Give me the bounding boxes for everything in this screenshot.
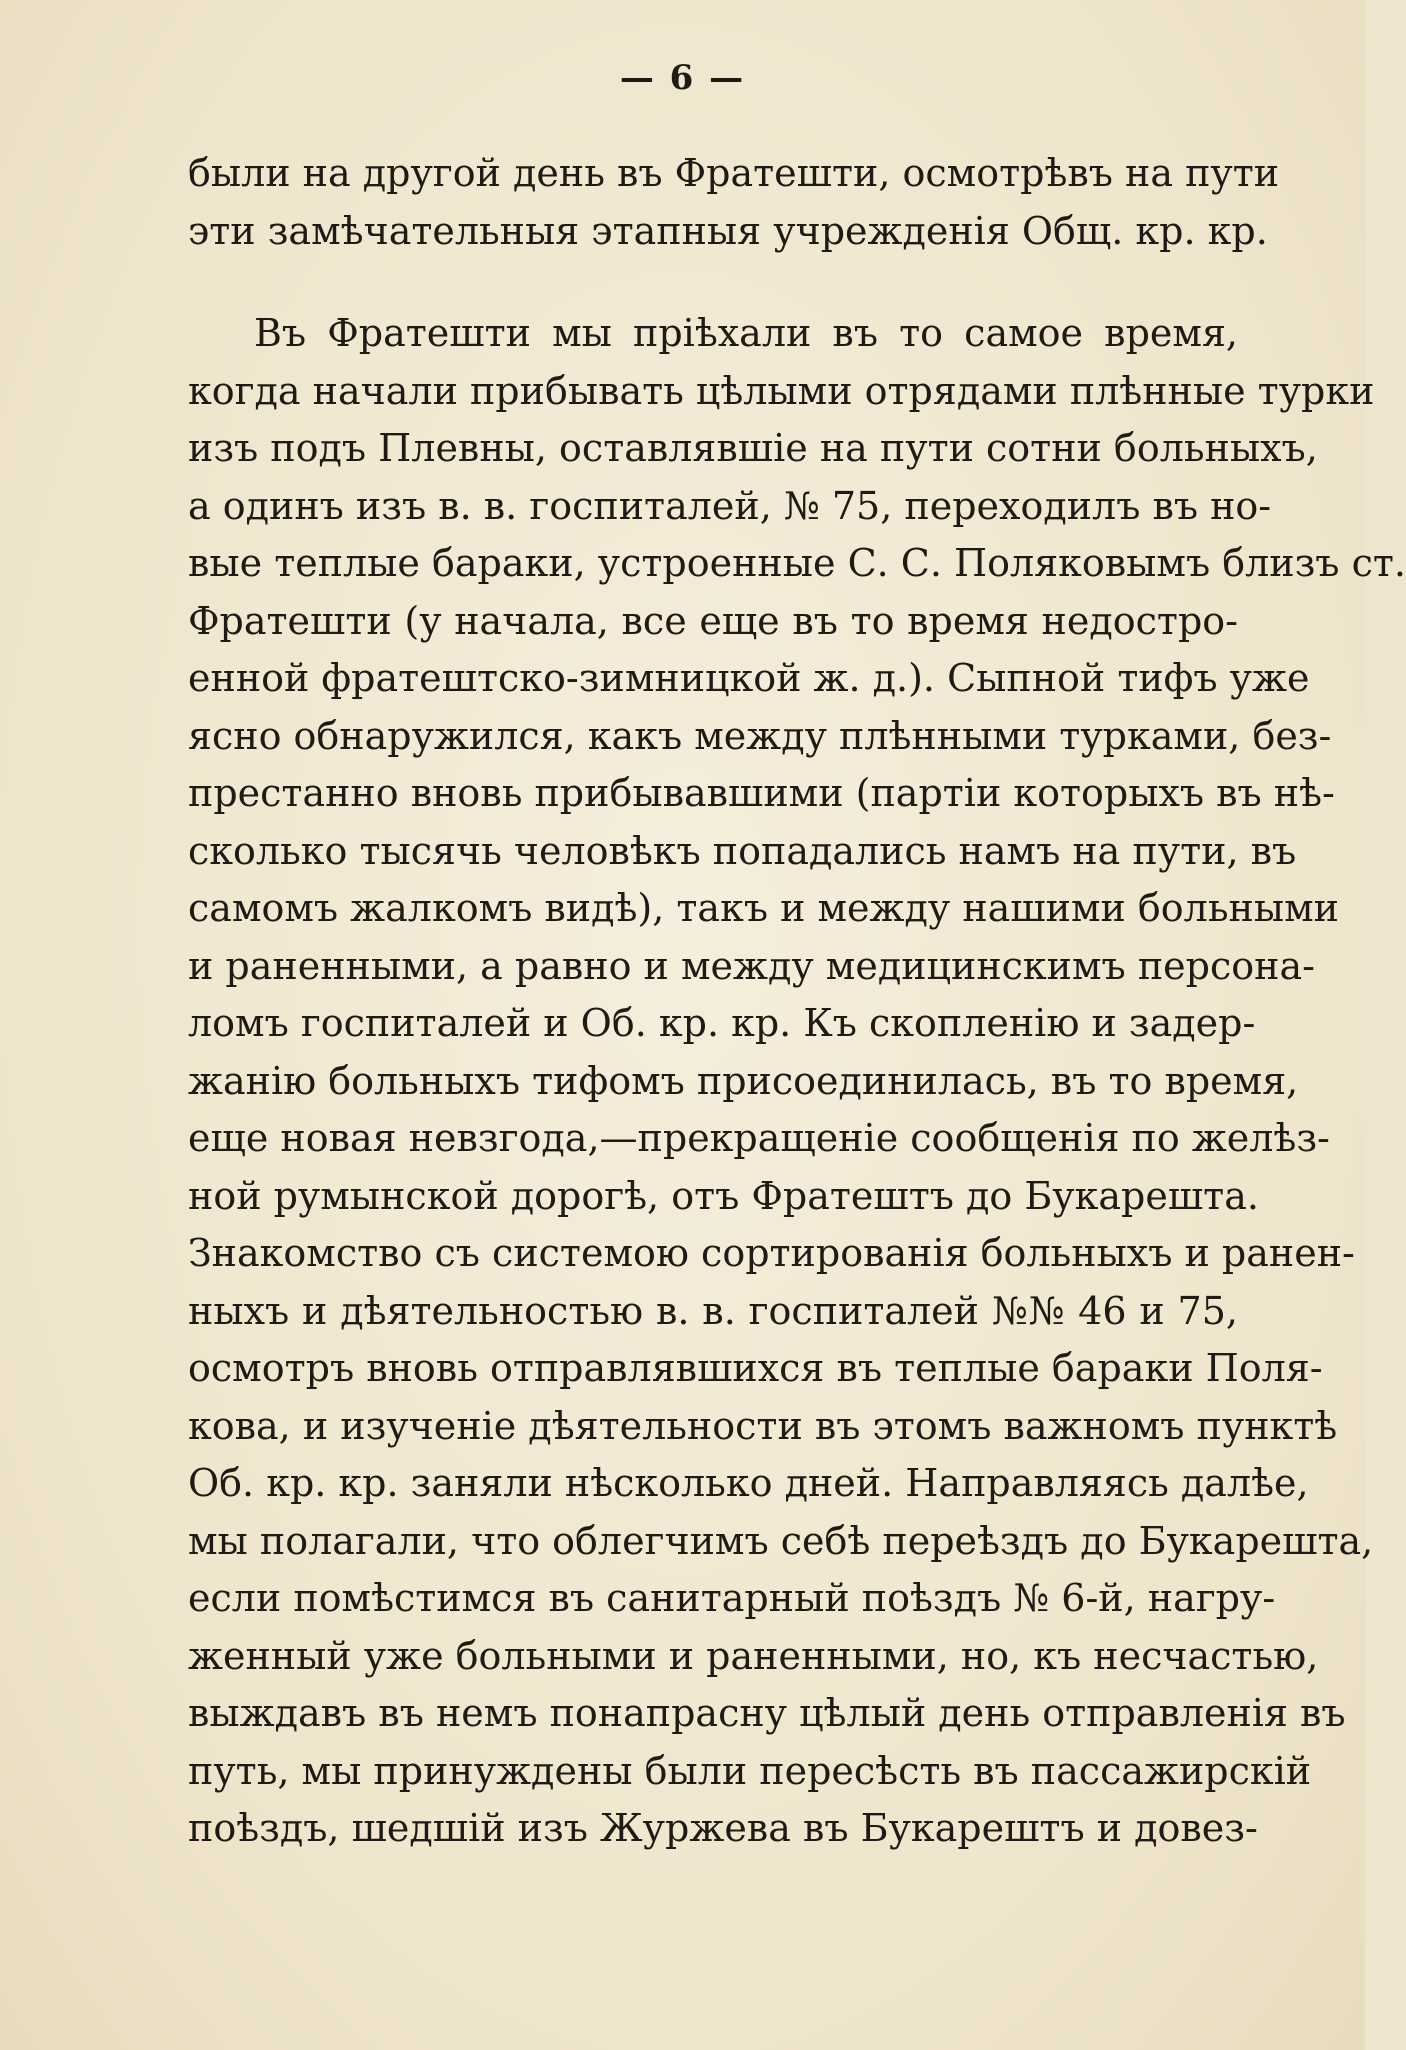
- text-line: и раненными, а равно и между медицинскимъ персона-: [188, 943, 1315, 988]
- text-line: енной фратештско-зимницкой ж. д.). Сыпной тифъ уже: [188, 656, 1310, 700]
- text-line: Фратешти (у начала, все еще въ то время недостро-: [188, 598, 1238, 643]
- text-line: еще новая невзгода,—прекращеніе сообщенія по желѣз-: [188, 1116, 1330, 1160]
- text-line: Въ Фратешти мы пріѣхали въ то самое время,: [254, 311, 1238, 355]
- text-line: эти замѣчательныя этапныя учрежденія Общ. кр. кр.: [188, 208, 1268, 253]
- text-line: престанно вновь прибывавшими (партіи которыхъ въ нѣ-: [188, 771, 1335, 815]
- text-line: ныхъ и дѣятельностью в. в. госпиталей №№ 46 и 75,: [188, 1288, 1238, 1333]
- text-line: женный уже больными и раненными, но, къ несчастью,: [188, 1633, 1319, 1678]
- paragraph-continuation: [188, 145, 1280, 260]
- text-line: мы полагали, что облегчимъ себѣ переѣздъ до Букарешта,: [188, 1518, 1374, 1563]
- text-line: когда начали прибывать цѣлыми отрядами плѣнные турки: [188, 368, 1375, 413]
- text-line: а одинъ изъ в. в. госпиталей, № 75, переходилъ въ но-: [188, 483, 1272, 528]
- page-number: — 6 —: [619, 58, 746, 98]
- text-line: ной румынской дорогѣ, отъ Фратештъ до Букарешта.: [188, 1173, 1259, 1218]
- text-line: путь, мы принуждены были пересѣсть въ пассажирскій: [188, 1748, 1312, 1793]
- text-line: ломъ госпиталей и Об. кр. кр. Къ скопленію и задер-: [188, 1001, 1256, 1045]
- text-line: осмотръ вновь отправлявшихся въ теплые бараки Поля-: [188, 1346, 1323, 1390]
- text-line: были на другой день въ Фратешти, осмотрѣвъ на пути: [188, 151, 1280, 195]
- text-line: самомъ жалкомъ видѣ), такъ и между нашими больными: [188, 886, 1339, 930]
- paragraph-main: [188, 305, 1406, 1858]
- text-line: изъ подъ Плевны, оставлявшіе на пути сотни больныхъ,: [188, 426, 1318, 470]
- text-line: жанію больныхъ тифомъ присоединилась, въ то время,: [188, 1058, 1299, 1103]
- text-line: сколько тысячь человѣкъ попадались намъ на пути, въ: [188, 828, 1297, 873]
- text-line: ясно обнаружился, какъ между плѣнными турками, без-: [188, 713, 1332, 758]
- text-line: выждавъ въ немъ понапрасну цѣлый день отправленія въ: [188, 1691, 1346, 1735]
- text-line: если помѣстимся въ санитарный поѣздъ № 6-й, нагру-: [188, 1576, 1276, 1620]
- text-line: кова, и изученіе дѣятельности въ этомъ важномъ пунктѣ: [188, 1403, 1338, 1448]
- text-line: Знакомство съ системою сортированія больныхъ и ранен-: [188, 1231, 1355, 1275]
- text-line: поѣздъ, шедшій изъ Журжева въ Букарештъ и довез-: [188, 1806, 1258, 1850]
- text-line: Об. кр. кр. заняли нѣсколько дней. Направляясь далѣе,: [188, 1461, 1309, 1505]
- text-line: вые теплые бараки, устроенные С. С. Поляковымъ близъ ст.: [188, 541, 1406, 585]
